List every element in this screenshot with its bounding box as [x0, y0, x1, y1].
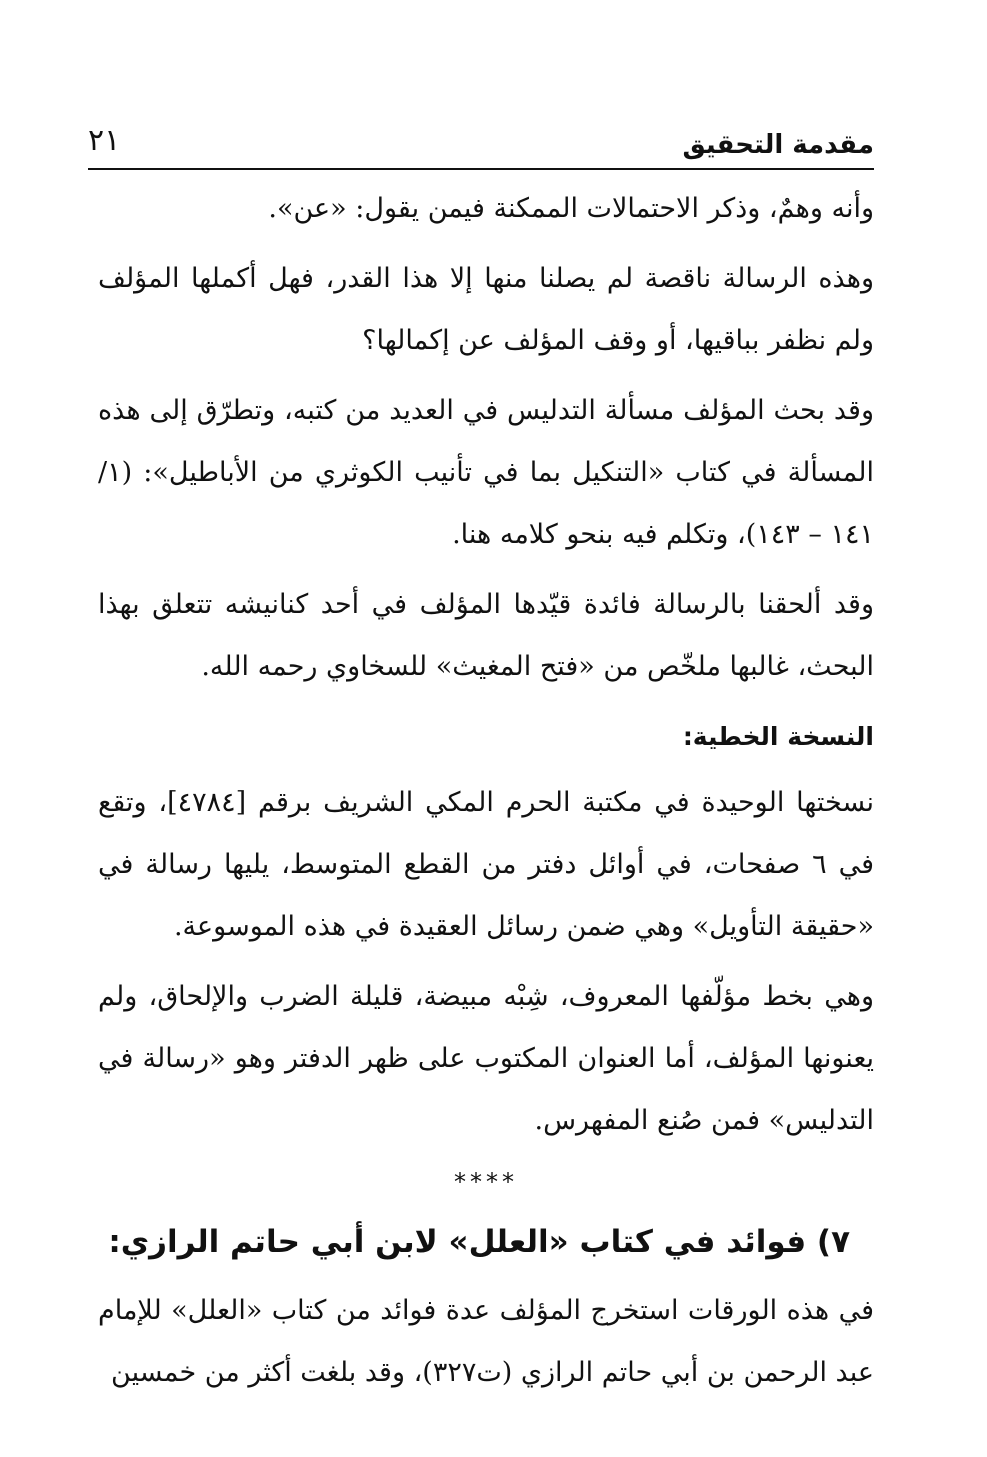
body-paragraph: نسختها الوحيدة في مكتبة الحرم المكي الشريف برقم [٤٧٨٤]، وتقع في ٦ صفحات، في أوائل دفتر من القطع المتوسط، يليها رسالة في «حقيقة التأويل» وهي ضمن رسائل العقيدة في هذه الموسوعة.	[98, 787, 874, 942]
running-header	[88, 118, 874, 166]
body-paragraph: وقد ألحقنا بالرسالة فائدة قيّدها المؤلف في أحد كنانيشه تتعلق بهذا البحث، غالبها ملخّص من «فتح المغيث» للسخاوي رحمه الله.	[98, 589, 874, 682]
manuscript-heading: النسخة الخطية:	[682, 722, 874, 751]
body-paragraph: وهذه الرسالة ناقصة لم يصلنا منها إلا هذا القدر، فهل أكملها المؤلف ولم نظفر بباقيها، أو وقف المؤلف عن إكمالها؟	[98, 263, 874, 356]
section-heading: ٧) فوائد في كتاب «العلل» لابن أبي حاتم الرازي:	[108, 1224, 850, 1260]
page-body	[98, 178, 874, 1412]
header-title: مقدمة التحقيق	[682, 130, 874, 160]
body-paragraph: وأنه وهمٌ، وذكر الاحتمالات الممكنة فيمن يقول: «عن».	[268, 193, 874, 224]
header-rule	[88, 168, 874, 170]
page-number: ٢١	[88, 123, 121, 158]
body-paragraph: وهي بخط مؤلّفها المعروف، شِبْه مبيضة، قليلة الضرب والإلحاق، ولم يعنونها المؤلف، أما العنوان المكتوب على ظهر الدفتر وهو «رسالة في التدليس» فمن صُنع المفهرس.	[98, 981, 874, 1136]
section-separator: ****	[454, 1168, 518, 1196]
body-paragraph: وقد بحث المؤلف مسألة التدليس في العديد من كتبه، وتطرّق إلى هذه المسألة في كتاب «التنكيل بما في تأنيب الكوثري من الأباطيل»: (١/ ١٤١ – ١٤٣)، وتكلم فيه بنحو كلامه هنا.	[98, 395, 874, 550]
body-paragraph: في هذه الورقات استخرج المؤلف عدة فوائد من كتاب «العلل» للإمام عبد الرحمن بن أبي حاتم الرازي (ت٣٢٧)، وقد بلغت أكثر من خمسين	[98, 1295, 874, 1388]
